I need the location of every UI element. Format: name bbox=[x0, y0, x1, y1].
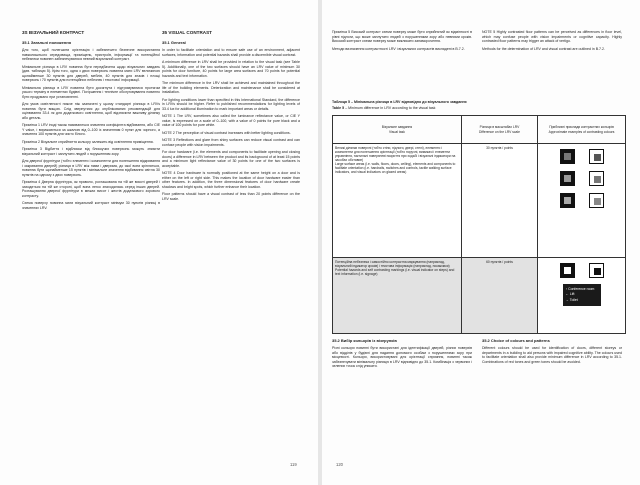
header-lrv-difference: Різниця в масштабах LRV Difference on the LRV scale bbox=[461, 116, 537, 144]
paragraph: Для дверної фурнітури (тобто елементи і компоненти для полегшення відкривання і закривання дверей) різниця в LRV між ними і дверима, до якої вони кріпляться, повинна бути щонайменше 15 пунктів і мінімальне значення відбивання світла 30 пунктів на одному з двох поверхонь. bbox=[22, 159, 160, 177]
note-paragraph: Примітка 1 LRV іноді також називаються значення коефіцієнта відбивання, або CIE Y value, і виражаються за шкалою від 0–100 із значенням 0 пункт для чорного, а значення 100 пунктів для чисто білого. bbox=[22, 123, 160, 136]
english-notes bbox=[482, 30, 622, 54]
table-row bbox=[333, 258, 626, 334]
header-visual-task: Візуальне завдання Visual task bbox=[333, 116, 462, 144]
note-paragraph: NOTE 2 The perception of visual contrast increases with better lighting conditions. bbox=[162, 130, 291, 135]
table-header-row bbox=[333, 116, 626, 144]
table-caption bbox=[332, 100, 622, 111]
paragraph: A minimum difference in LRV shall be provided in relation to the visual task (see Table 5). Additionally, one of the two surfaces should have an LRV value of minimum 30 points for door furniture, 40 points for large area surfaces and 70 points for potential hazards and text information. bbox=[162, 60, 300, 78]
contrast-swatch-light bbox=[589, 149, 604, 164]
examples-cell bbox=[538, 258, 626, 334]
paragraph: The minimum difference in the LRV shall be achieved and maintained throughout the life of the building elements. Deterioration and maintenance shall be considered at installation. bbox=[162, 81, 300, 94]
section-heading-en: 35 VISUAL CONTRAST bbox=[162, 30, 212, 35]
task-text-ua: Потенційна небезпека і самостійно контрастна маркування (наприклад, візуальний індикатор кроків) і текстова інформація (наприклад, покажчики) bbox=[335, 259, 450, 268]
note-paragraph: Примітка 2 Візуальне сприйняття кольору залежить від освітлення приміщення. bbox=[22, 139, 154, 144]
task-cell bbox=[333, 258, 462, 334]
table-caption-en bbox=[332, 106, 622, 111]
examples-cell bbox=[538, 144, 626, 258]
note-paragraph: NOTE 4 Door hardware is normally positioned at the same height on a door and is either on the left or right side. This makes the location of door hardware easier than other features. In addition, the three dimensional features of door hardware create shadows and bright spots, which further enhance their location. bbox=[162, 171, 300, 189]
ukrainian-notes bbox=[332, 30, 472, 54]
paragraph: For door hardware (i.e. the elements and components to facilitate opening and closing doors) a difference in LRV between the product and its background of at least 15 points and a minimum light reflectance value of 30 points for one of the two surfaces is acceptable. bbox=[162, 150, 300, 168]
table-label: Table 5 bbox=[332, 105, 345, 110]
note-paragraph: Примітка 3 Відбиття і відблиски від блискучих поверхонь можуть знизити візуальний контраст і заплутати людей з порушенням зору. bbox=[22, 147, 160, 156]
english-section-35-2 bbox=[482, 338, 622, 364]
section-heading-ua: 3S ВІЗУАЛЬНИЙ КОНТРАСТ bbox=[22, 30, 85, 35]
paragraph: For lighting conditions lower than specified in this International Standard, the difference in LRVs should be higher. Refer to published recommendations for lighting levels of 33.4 lux for additional illumination to mark important areas or details. bbox=[162, 97, 300, 111]
note-paragraph: Примітка 5 Високий контраст схеми поверху може бути сприйнятий як відмінності в рівні підлоги, що може заплутати людей з порушеннями зору або певними кроків. Високий контраст схеми поверху може викликати запаморочення. bbox=[332, 30, 472, 43]
paragraph: Для того, щоб полегшити орієнтацію і забезпечити безпечне використання навколишнього середовища, приміщень, пристроїв, інформації та потенційної небезпеки повинен забезпечуватися певний візуальний контраст. bbox=[22, 48, 160, 61]
lrv-level-cell: 30 пунктів / points bbox=[461, 144, 537, 258]
page-number-left: 119 bbox=[290, 462, 297, 467]
paragraph: Methods for the determination of LRV and visual contrast are outlined in B.7.2. bbox=[482, 46, 605, 51]
left-page bbox=[0, 0, 318, 485]
paragraph: In order to facilitate orientation and to ensure safe use of an environment, adjacent surfaces, information and potential hazards shall provide a discernible visual contrast. bbox=[162, 48, 300, 57]
subsection-heading-ua: 35.1 Загальні положення bbox=[22, 40, 71, 45]
note-paragraph: Примітка 4 Дверна фурнітура, як правило, розташована на тій же висоті дверей і заходиться на тій же стороні, щоб вона легко знаходилась серед інших дверей. Розташування дверної фурнітури в межах висот і жестів додаткового зорового контрасту. bbox=[22, 180, 160, 198]
contrast-table bbox=[332, 115, 626, 334]
contrast-swatch-light bbox=[589, 263, 604, 278]
ukrainian-section-35-2 bbox=[332, 338, 472, 369]
paragraph: Floor patterns should have a visual contrast of less than 20 points difference on the LRV scale. bbox=[162, 192, 300, 201]
note-paragraph: NOTE 1 The LRV, sometimes also called the luminance reflectance value, or CIE Y value, is expressed on a scale of 0–100, with a value of 0 points for pure black and a value of 100 points for pure white. bbox=[162, 114, 300, 127]
task-text-en: Potential hazards and self contrasting markings (i.e. visual indicator on steps) and text information (i.e. signage) bbox=[335, 267, 455, 276]
subsection-heading-en: 35.1 General bbox=[162, 40, 186, 45]
paragraph: Мінімальне різниця в LRV повинна бути передбачена щодо візуальних завдань (див. таблицю 5). Крім того, одна з двох поверхонь повинна мати LRV величиною щонайменше 30 пунктів для дверей, меблів, 40 пунктів для знаків і площі поверхонь і 70 пунктів для потенційних небезпек і текстової інформації. bbox=[22, 64, 160, 82]
ukrainian-column bbox=[22, 30, 160, 425]
task-cell bbox=[333, 144, 462, 258]
lrv-level-cell: 60 пунктів / points bbox=[461, 258, 537, 334]
contrast-swatch-dark bbox=[560, 193, 575, 208]
subsection-heading-en: 35.2 Choice of colours and patterns bbox=[482, 338, 550, 343]
right-page bbox=[322, 0, 640, 485]
signage-example bbox=[563, 284, 601, 307]
contrast-swatch-light bbox=[589, 193, 604, 208]
paragraph: Для умов освітленості нижче ніж зазначені у цьому стандарті різниця в LRVs повинна бути вищою. Слід звернутися до опублікованих рекомендацій для оцінювання 33.4 лк для додаткового освітлення, щоб відзначити важливу ділянку або деталь. bbox=[22, 102, 160, 120]
page-number-right: 120 bbox=[336, 462, 343, 467]
contrast-swatch-dark bbox=[560, 171, 575, 186]
task-text-en: Large surface areas (i.e. walls, floors, doors, ceiling), elements and components to facilitate orientation (i.e. handrails, switches and controls, tactile walking surface indicators, and visual indicators on glazed areas) bbox=[335, 161, 456, 175]
table-caption-ua: Таблиця 5 – Мінімальна різниця в LRV відповідно до візуального завдання bbox=[332, 100, 467, 104]
note-paragraph: NOTE 3 Reflections and glare from shiny surfaces can reduce visual contrast and can confuse people with vision impairments. bbox=[162, 138, 300, 147]
paragraph: Мінімальна різниця в LRV повинна бути досягнута і підтримуватися протягом усього терміну в елементах будівлі. Погіршення і технічне обслуговування повинно бути продумано при установленні. bbox=[22, 85, 160, 99]
sign-line: ↑ Conference room bbox=[565, 286, 595, 291]
contrast-swatch-dark bbox=[560, 149, 575, 164]
paragraph: Різні кольори повинні бути використані для ідентифікації дверей, різних поверхів або відділів у будівлі для надання допомоги особам з порушеннями зору при місцевості. Кольори, використовувані для орієнтації сприяння, повинні також забезпечувати мінімальну різницю в LRV відповідно до 35.1. Комбінація з червоних і зелених точок слід уникати. bbox=[332, 346, 472, 368]
paragraph: Different colours should be used for identification of doors, different storeys or departments in a building to aid persons with impaired cognitive ability. The colours used to facilitate orientation shall also provide minimum difference in LRV according to 35.1. Combinations of red tones and green tones should be avoided. bbox=[482, 346, 622, 364]
header-examples: Приблизні приклади контрастних кольорів Approximate examples of contrasting colours bbox=[538, 116, 626, 144]
sign-line: → Toilet bbox=[565, 297, 578, 302]
paragraph: Методи визначення контрастності LRV і візуальних контрастів викладені в B.7.2. bbox=[332, 46, 465, 51]
paragraph: Схема поверху повинна мати візуальний контраст мінімум 30 пунктів різниці в значеннях LRV. bbox=[22, 201, 160, 210]
english-column bbox=[162, 30, 300, 470]
sign-line: ← Lift bbox=[565, 292, 575, 297]
task-text-ua: Великі ділянки поверхні (тобто стіни, підлоги, двері, стелі), елементи і компоненти для полегшення орієнтації (тобто поручні, вимикачі і елементи управління, тактильні поверхневі покриття при ходьбі і візуальні індикатори на засобах обставин) bbox=[335, 145, 456, 162]
contrast-swatch-light bbox=[589, 171, 604, 186]
table-row bbox=[333, 144, 626, 258]
contrast-swatch-dark bbox=[560, 263, 575, 278]
table-caption-text: – Minimum difference in LRV according to the visual task bbox=[345, 105, 436, 110]
subsection-heading-ua: 35.2 Вибір кольорів із візерунків bbox=[332, 338, 397, 343]
note-paragraph: NOTE 5 Highly contrasted floor patterns can be perceived as differences in floor level, which may confuse people with vision impairments or cognitive capacity. Highly contrasted floor patterns may trigger an attack of vertigo. bbox=[482, 30, 622, 43]
